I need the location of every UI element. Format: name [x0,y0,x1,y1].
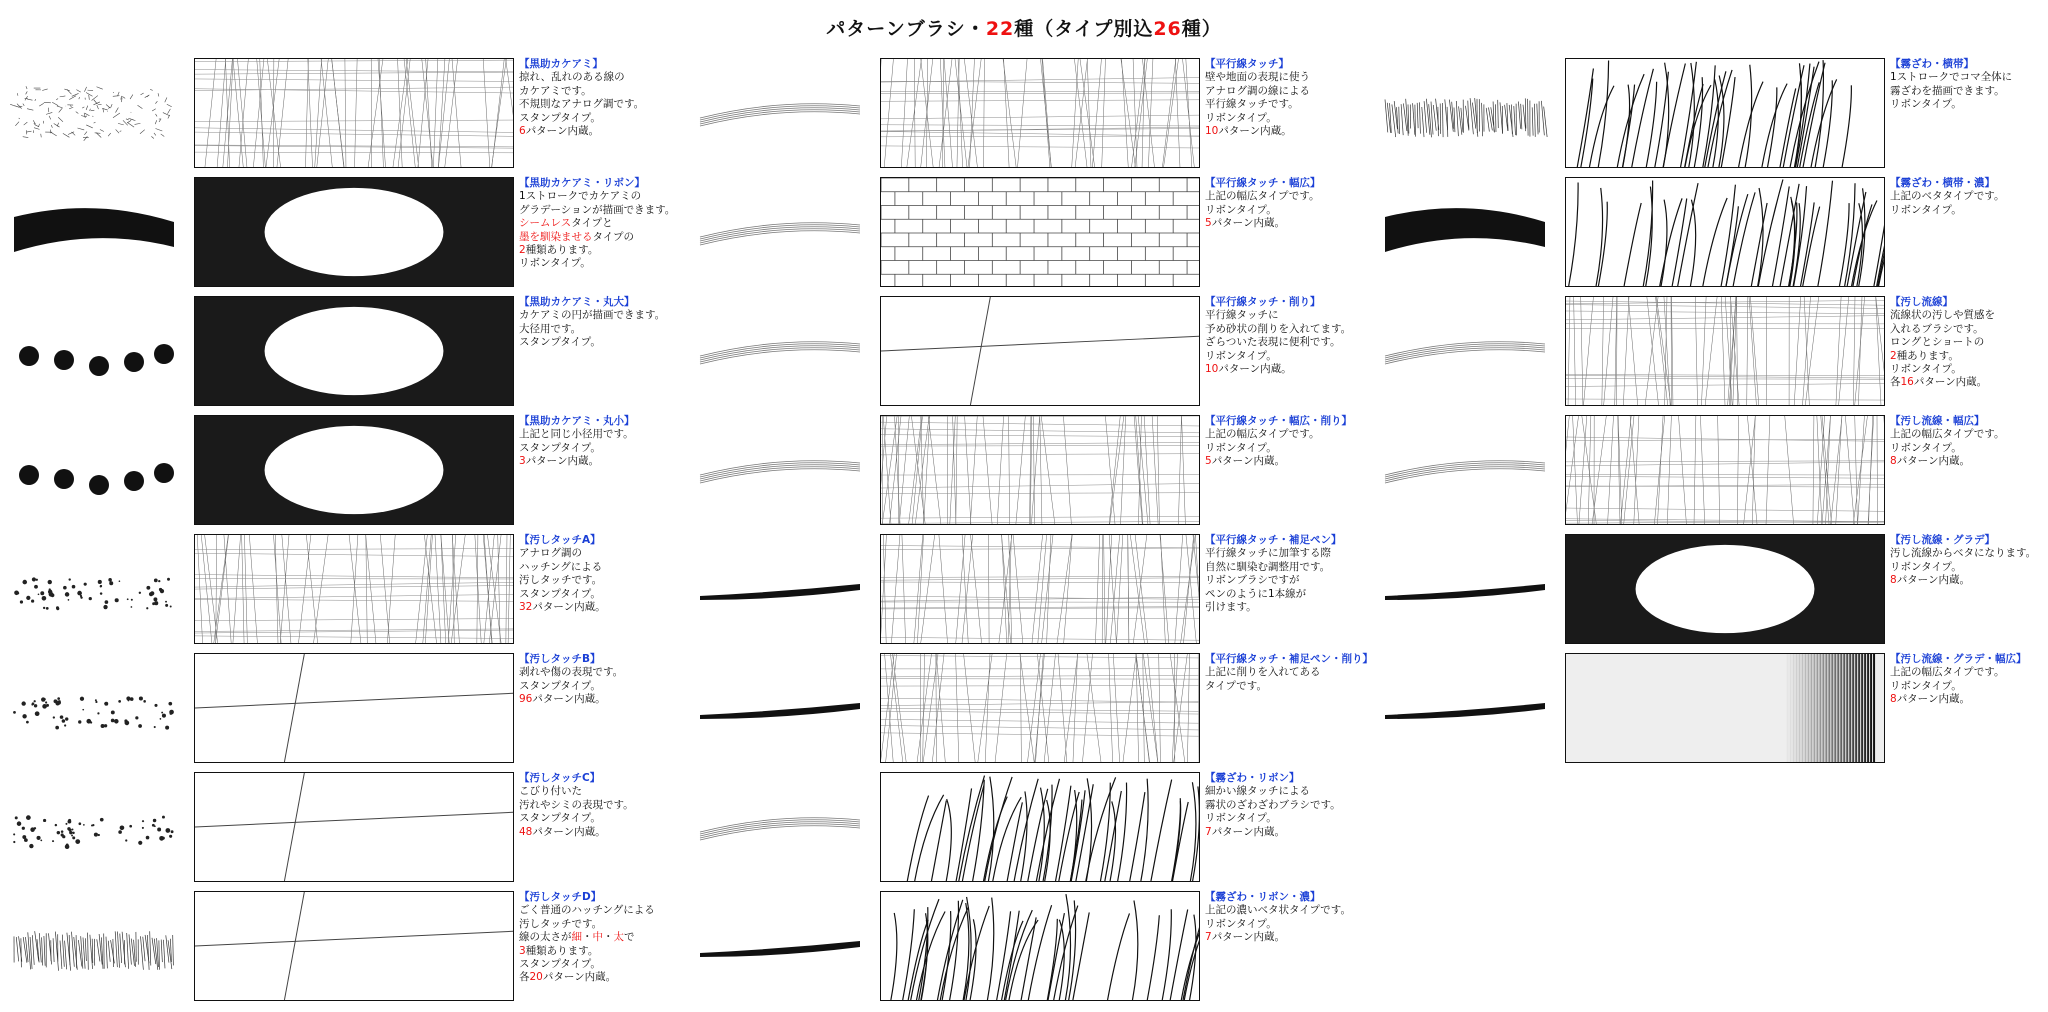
brush-stroke-sample [690,58,870,170]
brush-description-line: スタンプタイプ。 [519,587,601,600]
brush-name: 【黒助カケアミ】 [519,58,603,70]
brush-entry [690,415,1350,527]
pattern-count: 5 [1205,217,1212,230]
brush-description [1205,177,1380,231]
brush-description [519,177,694,271]
brush-sample-panel [880,653,1200,763]
brush-count-line [1890,693,2048,706]
brush-description-text: 種類あります。 [525,944,599,957]
brush-description [519,415,694,469]
brush-description-line: ハッチングによる [519,560,603,573]
brush-description-line: スタンプタイプ。 [519,441,601,454]
brush-description-line: 平行線タッチです。 [1205,98,1299,111]
brush-sample-panel [1565,653,1885,763]
brush-description-line: アナログ調の線による [1205,84,1310,97]
brush-sample-panel [880,296,1200,406]
brush-description-line: 剥れや傷の表現です。 [519,666,624,679]
pattern-count: 10 [1205,363,1219,376]
brush-description-text: 種類あります。 [525,244,599,257]
brush-entry [4,415,664,527]
brush-entry [690,534,1350,646]
brush-description-text: パターン内蔵。 [532,825,606,838]
brush-description [1205,653,1380,693]
brush-description-line: ごく普通のハッチングによる [519,904,655,917]
brush-name: 【平行線タッチ】 [1205,58,1289,70]
brush-stroke-sample [4,177,184,289]
title-text: パターンブラシ・ [826,18,986,40]
brush-entry [4,296,664,408]
brush-name: 【黒助カケアミ・丸小】 [519,415,635,427]
brush-description-line: 上記のベタタイプです。 [1890,190,2005,203]
brush-description-text: 各 [1890,376,1901,389]
brush-description-line [519,217,694,230]
brush-description-line: 上記の幅広タイプです。 [1205,190,1320,203]
brush-stroke-sample [1375,415,1555,527]
brush-description-text: 線の太さが [519,931,572,944]
brush-description-line: リボンタイプ。 [1205,917,1277,930]
brush-description-line: 1ストロークでカケアミの [519,190,642,203]
pattern-count: 20 [529,971,543,984]
brush-description-line: カケアミです。 [519,84,592,97]
brush-description [1205,58,1380,138]
brush-description-line: アナログ調の [519,547,582,560]
highlight-text: シームレス [519,217,572,230]
brush-description-text: パターン内蔵。 [1211,217,1285,230]
pattern-count: 5 [1205,455,1212,468]
brush-name: 【平行線タッチ・補足ペン・削り】 [1205,653,1373,665]
brush-description [519,891,694,985]
brush-description-line: スタンプタイプ。 [519,679,601,692]
brush-description-line: スタンプタイプ。 [519,111,601,124]
brush-description-line: リボンブラシですが [1205,574,1300,587]
brush-entry [1375,177,2035,289]
brush-stroke-sample [4,58,184,170]
page-title [0,14,2048,41]
brush-count-line [519,125,694,138]
brush-description [1205,296,1380,376]
brush-stroke-sample [4,534,184,646]
brush-sample-panel [194,296,514,406]
brush-entry [4,772,664,884]
brush-description-line: こびり付いた [519,785,582,798]
brush-description-text: パターン内蔵。 [1218,363,1292,376]
brush-entry [4,891,664,1003]
pattern-count: 96 [519,693,533,706]
brush-name: 【汚しタッチD】 [519,891,602,903]
brush-description [1890,415,2048,469]
brush-sample-panel [880,415,1200,525]
brush-description-text: パターン内蔵。 [1218,125,1292,138]
pattern-count: 10 [1205,125,1219,138]
brush-entry [4,534,664,646]
brush-description-line: リボンタイプ。 [1890,98,1962,111]
brush-name: 【霧ざわ・横帯】 [1890,58,1974,70]
brush-stroke-sample [1375,653,1555,765]
brush-description-text: パターン内蔵。 [1211,825,1285,838]
brush-description-text: パターン内蔵。 [542,971,617,984]
brush-description [519,296,694,350]
brush-description-line: 不規則なアナログ調です。 [519,98,645,111]
brush-sample-panel [880,58,1200,168]
brush-description-text: パターン内蔵。 [1896,574,1970,587]
brush-count-line [1205,931,1380,944]
brush-stroke-sample [690,772,870,884]
brush-description-text: パターン内蔵。 [1211,931,1285,944]
brush-name: 【平行線タッチ・幅広・削り】 [1205,415,1352,427]
brush-description-text: タイプの [592,230,634,243]
brush-stroke-sample [1375,296,1555,408]
brush-stroke-sample [4,891,184,1003]
brush-stroke-sample [4,415,184,527]
brush-description-text: パターン内蔵。 [1896,455,1970,468]
brush-description-text: パターン内蔵。 [525,125,599,138]
pattern-count: 7 [1205,825,1212,838]
brush-name: 【汚しタッチB】 [519,653,601,665]
pattern-count: 8 [1890,574,1897,587]
brush-description-text: タイプと [571,217,613,230]
brush-name: 【汚し流線】 [1890,296,1953,308]
brush-description-line: タイプです。 [1205,679,1267,692]
brush-sample-panel [194,891,514,1001]
brush-description-line [519,231,694,244]
brush-description [1890,534,2048,588]
brush-description [519,534,694,614]
brush-description-line: 掠れ、乱れのある線の [519,71,625,84]
brush-description-line: 細かい線タッチによる [1205,785,1310,798]
brush-description-line: リボンタイプ。 [1205,203,1277,216]
brush-description-line: スタンプタイプ。 [519,336,601,349]
brush-name: 【汚し流線・グラデ】 [1890,534,1995,546]
brush-sample-panel [880,772,1200,882]
brush-description-line: リボンタイプ。 [519,257,591,270]
brush-name: 【平行線タッチ・補足ペン】 [1205,534,1342,546]
brush-name: 【汚し流線・幅広】 [1890,415,1985,427]
brush-description-line: 上記と同じ小径用です。 [519,428,634,441]
brush-count-line [1890,376,2048,389]
brush-description-line: リボンタイプ。 [1205,441,1277,454]
brush-stroke-sample [690,534,870,646]
brush-name: 【汚しタッチC】 [519,772,601,784]
brush-sample-panel [194,58,514,168]
brush-sample-panel [1565,415,1885,525]
brush-description-line: 上記の幅広タイプです。 [1890,666,2005,679]
brush-stroke-sample [4,653,184,765]
brush-description-line: リボンタイプ。 [1205,111,1277,124]
brush-description-line: ざらついた表現に便利です。 [1205,336,1341,349]
brush-description-line: スタンプタイプ。 [519,812,601,825]
brush-name: 【霧ざわ・横帯・濃】 [1890,177,1995,189]
pattern-count: 7 [1205,931,1212,944]
brush-entry [4,653,664,765]
brush-sample-panel [1565,58,1885,168]
brush-description-text: パターン内蔵。 [525,455,599,468]
brush-description-line: 平行線タッチに [1205,309,1279,322]
brush-sample-panel [1565,296,1885,406]
pattern-count: 16 [1900,376,1914,389]
brush-entry [690,772,1350,884]
brush-entry [1375,534,2035,646]
brush-description-line: 霧ざわを描画できます。 [1890,84,2005,97]
brush-description-line: リボンタイプ。 [1205,349,1277,362]
brush-name: 【黒助カケアミ・リボン】 [519,177,645,189]
pattern-count: 2 [519,244,526,257]
brush-name: 【汚しタッチA】 [519,534,601,546]
brush-entry [690,177,1350,289]
pattern-count: 48 [519,825,533,838]
brush-description-line: 汚れやシミの表現です。 [519,798,634,811]
brush-description-line: 汚しタッチです。 [519,917,603,930]
brush-description-line: リボンタイプ。 [1890,363,1962,376]
brush-stroke-sample [690,415,870,527]
brush-description-line: グラデーションが描画できます。 [519,203,676,216]
brush-stroke-sample [1375,58,1555,170]
brush-description-text: パターン内蔵。 [1896,693,1970,706]
brush-entry [1375,296,2035,408]
brush-count-line [519,244,694,257]
title-count-total: 22 [985,18,1015,40]
size-medium: 中 [592,931,603,944]
brush-sample-panel [1565,177,1885,287]
pattern-count: 6 [519,125,526,138]
brush-stroke-sample [1375,534,1555,646]
brush-description-line: 汚し流線からベタになります。 [1890,547,2037,560]
brush-entry [4,58,664,170]
brush-name: 【汚し流線・グラデ・幅広】 [1890,653,2027,665]
pattern-count: 8 [1890,693,1897,706]
brush-count-line [519,693,694,706]
brush-sample-panel [880,534,1200,644]
brush-entry [690,296,1350,408]
brush-name: 【平行線タッチ・削り】 [1205,296,1321,308]
brush-count-line [519,945,694,958]
brush-stroke-sample [4,296,184,408]
brush-sample-panel [194,415,514,525]
brush-description-text: 各 [519,971,530,984]
pattern-count: 8 [1890,455,1897,468]
brush-description-line: カケアミの円が描画できます。 [519,309,666,322]
pattern-count: 32 [519,601,533,614]
brush-stroke-sample [1375,177,1555,289]
brush-count-line [519,826,694,839]
brush-description-line: ロングとショートの [1890,336,1985,349]
brush-description-line: スタンプタイプ。 [519,958,601,971]
title-text-mid: 種（タイプ別込 [1014,18,1154,40]
brush-description-line: リボンタイプ。 [1205,812,1277,825]
size-thick: 太 [613,931,624,944]
brush-stroke-sample [690,177,870,289]
brush-description-line: 自然に馴染む調整用です。 [1205,560,1331,573]
brush-description-line: 上記に削りを入れてある [1205,666,1321,679]
brush-description-line: リボンタイプ。 [1890,203,1962,216]
brush-description [519,772,694,839]
brush-description [1205,534,1380,614]
brush-description [1890,58,2048,112]
brush-description-line: 汚しタッチです。 [519,574,603,587]
brush-entry [690,653,1373,765]
pattern-count: 2 [1890,349,1897,362]
brush-description-line: 壁や地面の表現に使う [1205,71,1310,84]
brush-entry [690,58,1350,170]
brush-description-text: パターン内蔵。 [1211,455,1285,468]
brush-description [519,653,694,707]
size-thin: 細 [571,931,582,944]
brush-sample-panel [194,177,514,287]
brush-name: 【平行線タッチ・幅広】 [1205,177,1321,189]
brush-entry [690,891,1350,1003]
brush-count-line [1205,455,1380,468]
brush-stroke-sample [4,772,184,884]
brush-count-line [1205,125,1380,138]
brush-sample-panel [880,891,1200,1001]
brush-description-line: リボンタイプ。 [1890,679,1962,692]
highlight-text: 墨を馴染ませる [519,230,593,243]
brush-description-line: 入れるブラシです。 [1890,322,1984,335]
pattern-count: 3 [519,944,526,957]
brush-description-line: リボンタイプ。 [1890,441,1962,454]
brush-count-line [519,601,694,614]
brush-description-line: 流線状の汚しや質感を [1890,309,1995,322]
brush-count-line [1205,363,1380,376]
brush-description [1205,415,1380,469]
brush-name: 【霧ざわ・リボン・濃】 [1205,891,1321,903]
brush-description [1205,891,1380,945]
brush-description-line: 大径用です。 [519,322,582,335]
brush-name: 【黒助カケアミ・丸大】 [519,296,635,308]
brush-sample-panel [194,772,514,882]
brush-entry [1375,415,2035,527]
brush-stroke-sample [690,296,870,408]
brush-description-text: パターン内蔵。 [532,693,606,706]
brush-description-line: リボンタイプ。 [1890,560,1962,573]
brush-stroke-sample [690,891,870,1003]
brush-description-line: 上記の濃いベタ状タイプです。 [1205,904,1351,917]
pattern-count: 3 [519,455,526,468]
brush-description-line: 予め砂状の削りを入れてます。 [1205,322,1352,335]
brush-count-line [1890,574,2048,587]
brush-description [1890,653,2048,707]
brush-description-text: で [624,931,635,944]
brush-entry [1375,653,2035,765]
title-count-types: 26 [1153,18,1182,40]
brush-description [519,58,694,138]
brush-entry [4,177,676,289]
brush-sample-panel [194,653,514,763]
brush-count-line [1890,455,2048,468]
brush-description-text: パターン内蔵。 [532,601,606,614]
brush-description [1890,177,2048,217]
brush-description-line: 平行線タッチに加筆する際 [1205,547,1331,560]
brush-description-text: 種あります。 [1896,349,1959,362]
brush-sample-panel [1565,534,1885,644]
brush-count-line [519,455,694,468]
brush-description [1890,296,2048,390]
brush-sample-panel [194,534,514,644]
brush-description-line: 上記の幅広タイプです。 [1890,428,2005,441]
brush-description [1205,772,1380,839]
brush-description-line: 線の太さが細・中・太で [519,931,635,944]
brush-description-line: ペンのように1本線が [1205,587,1307,600]
title-text-post: 種） [1181,18,1222,40]
brush-count-line [1205,217,1380,230]
brush-count-line [519,971,694,984]
brush-sample-panel [880,177,1200,287]
brush-entry [1375,58,2035,170]
brush-description-line: 霧状のざわざわブラシです。 [1205,798,1341,811]
brush-description-line: 上記の幅広タイプです。 [1205,428,1320,441]
brush-description-text: パターン内蔵。 [1913,376,1988,389]
brush-count-line [1890,350,2048,363]
brush-name: 【霧ざわ・リボン】 [1205,772,1300,784]
brush-description-line: 1ストロークでコマ全体に [1890,71,2013,84]
brush-count-line [1205,826,1380,839]
brush-description-line: 引けます。 [1205,601,1257,614]
brush-stroke-sample [690,653,870,765]
